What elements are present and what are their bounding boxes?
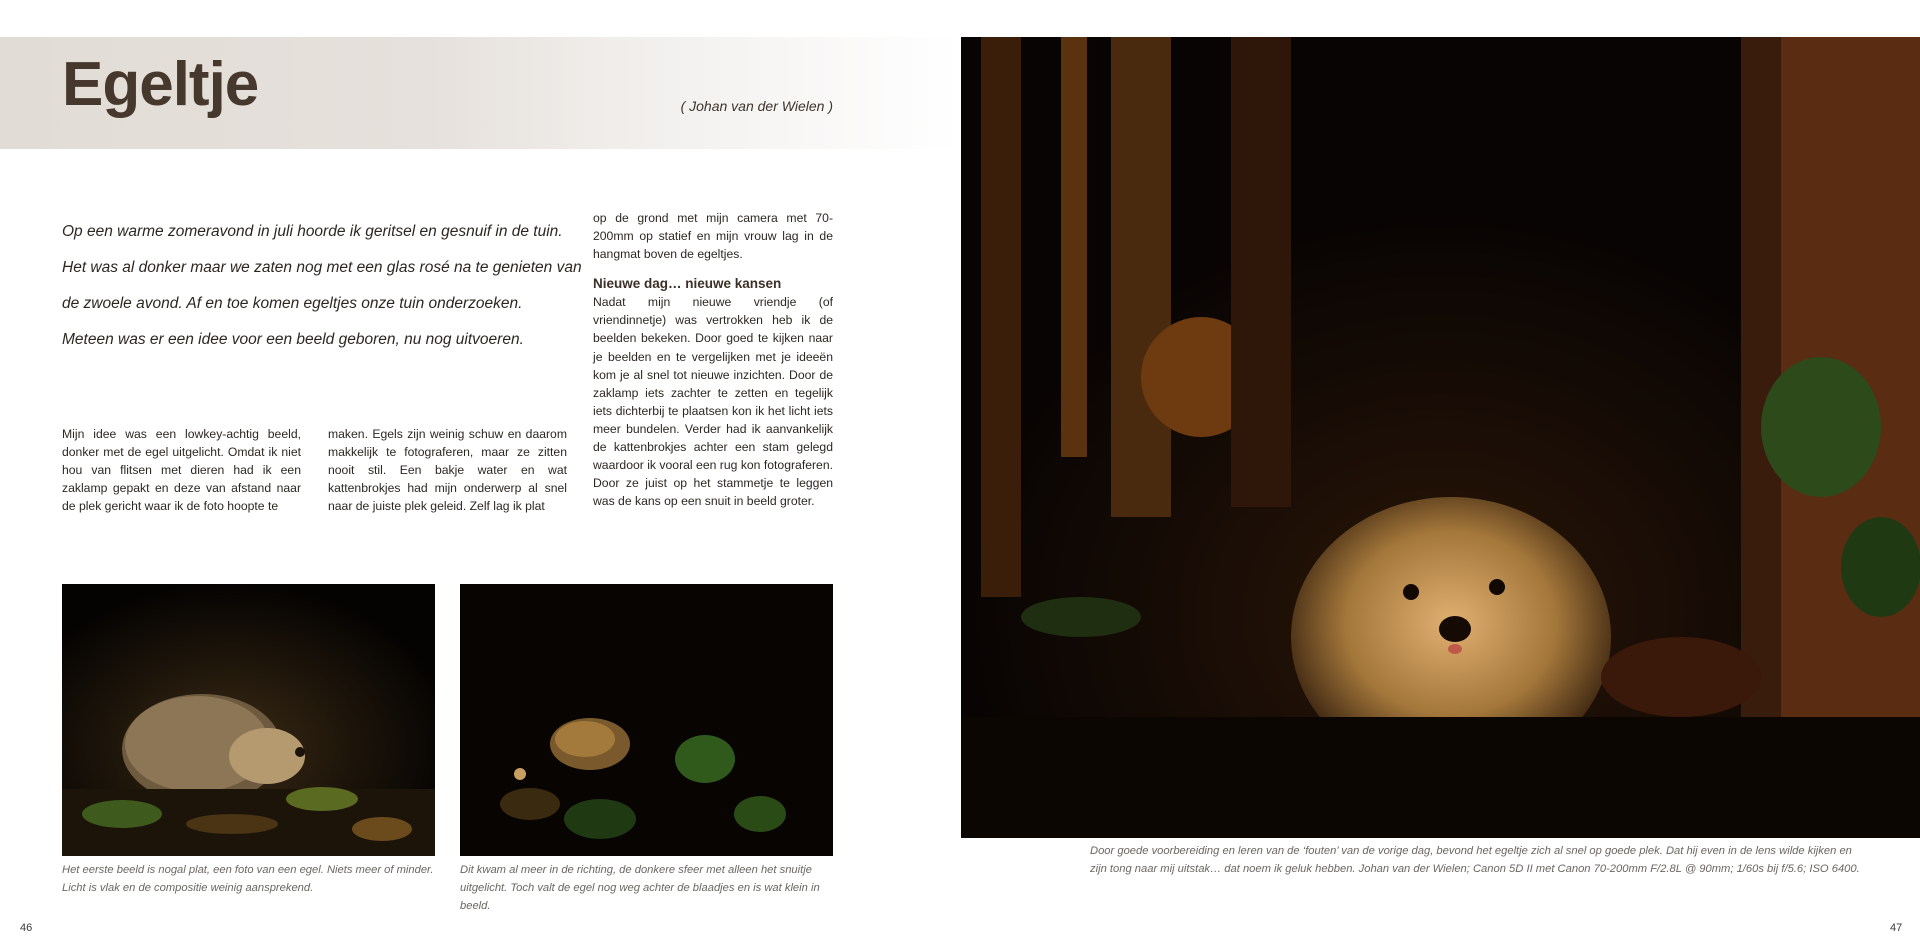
intro-line: Op een warme zomeravond in juli hoorde ik geritsel en gesnuif in de tuin. xyxy=(62,223,563,240)
article-title: Egeltje xyxy=(62,50,259,119)
photo-2-caption: Dit kwam al meer in de richting, de donkere sfeer met alleen het snuitje uitgelicht. Toch valt de egel nog weg achter de blaadjes en is wat klein in beeld. xyxy=(460,864,820,912)
main-photo-caption: Door goede voorbereiding en leren van de ‘fouten’ van de vorige dag, bevond het egeltje zich al snel op goede plek. Dat hij even in de lens wilde kijken en zijn tong naar mij uitstak… dat noem ik geluk hebben. Johan van der Wielen; Canon 5D II met Canon 70-200mm F/2.8L @ 90mm; 1/60s bij f/5.6; ISO 6400. xyxy=(1090,845,1860,875)
intro-line: Meteen was er een idee voor een beeld geboren, nu nog uitvoeren. xyxy=(62,331,524,348)
body-column-3 xyxy=(593,209,833,510)
photo-1-caption: Het eerste beeld is nogal plat, een foto van een egel. Niets meer of minder. Licht is vlak en de compositie weinig aansprekend. xyxy=(62,864,434,894)
body-paragraph: maken. Egels zijn weinig schuw en daarom makkelijk te fotograferen, maar ze zitten nooit stil. Een bakje water en wat kattenbrokjes had mijn onderwerp al snel naar de juiste plek geleid. Zelf lag ik plat xyxy=(328,427,567,514)
body-paragraph: Nadat mijn nieuwe vriendje (of vriendinnetje) was vertrokken heb ik de beelden bekeken. Door goed te kijken naar je beelden en te vergelijken met je ideeën kom je al snel tot nieuwe inzichten. Door de zaklamp iets zachter te zetten en tegelijk iets dichterbij te plaatsen kon ik het licht iets meer bundelen. Verder had ik aanvankelijk de kattenbrokjes achter een stam gelegd waardoor ik vooral een rug kon fotograferen. Door ze juist op het stammetje te leggen was de kans op een snuit in beeld groter. xyxy=(593,295,833,509)
page-number-right: 47 xyxy=(1890,922,1903,934)
hedgehog-photo-1 xyxy=(62,584,435,856)
hedgehog-photo-2 xyxy=(460,584,833,856)
page-number-left: 46 xyxy=(20,922,33,934)
body-paragraph: op de grond met mijn camera met 70-200mm op statief en mijn vrouw lag in de hangmat boven de egeltjes. xyxy=(593,211,833,262)
body-paragraph: Mijn idee was een lowkey-achtig beeld, donker met de egel uitgelicht. Omdat ik niet hou van flitsen met dieren had ik een zaklamp gepakt en deze van afstand naar de plek gericht waar ik de foto hoopte te xyxy=(62,427,301,514)
intro-line: de zwoele avond. Af en toe komen egeltjes onze tuin onderzoeken. xyxy=(62,295,523,312)
subheading: Nieuwe dag… nieuwe kansen xyxy=(593,276,782,292)
article-author: ( Johan van der Wielen ) xyxy=(680,98,833,114)
body-column-1 xyxy=(62,425,301,515)
body-column-2 xyxy=(328,425,567,515)
hedgehog-main-photo xyxy=(961,37,1920,838)
intro-line: Het was al donker maar we zaten nog met een glas rosé na te genieten van xyxy=(62,259,582,276)
